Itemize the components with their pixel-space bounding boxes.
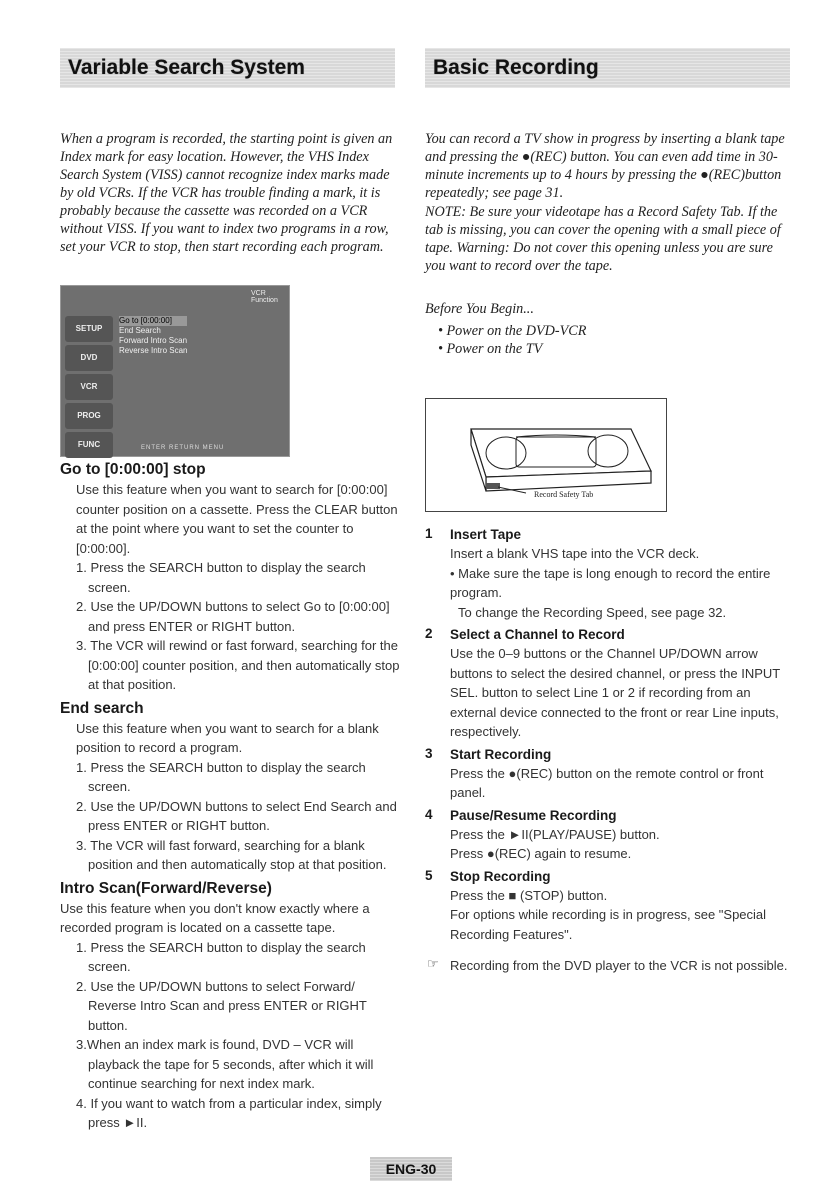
step: 2. Use the UP/DOWN buttons to select Forward/ Reverse Intro Scan and press ENTER or RIGHT button.	[76, 978, 367, 1033]
step-line: Press the ►II(PLAY/PAUSE) button.	[450, 826, 660, 842]
step-3	[425, 746, 790, 803]
basic-recording-banner	[425, 48, 790, 88]
step-number: 2	[425, 626, 433, 641]
note-label: NOTE:	[425, 204, 466, 220]
step-line: Press the ■ (STOP) button.	[450, 887, 608, 903]
section-goto-title: Go to [0:00:00] stop	[60, 461, 206, 478]
step: 1. Press the SEARCH button to display the search screen.	[76, 560, 366, 595]
step-title: Select a Channel to Record	[450, 627, 625, 642]
osd-menu-vcr: VCR	[65, 374, 113, 400]
step-4	[425, 807, 790, 864]
step: 3. The VCR will fast forward, searching for a blank position and then automatically stop at that position.	[76, 837, 387, 872]
osd-menu-dvd: DVD	[65, 345, 113, 371]
section-end-search-body: Use this feature when you want to search for a blank position to record a program.	[76, 720, 379, 755]
note-text: Be sure your videotape has a Record Safety Tab. If the tab is missing, you can cover the opening with a small piece of tape. Warning: Do not cover this opening unless you are sure you want to record over the tape.	[425, 204, 781, 274]
section-intro-scan	[60, 879, 400, 1133]
section-goto-body: Use this feature when you want to search for [0:00:00] counter position on a cassette. Press the CLEAR button at the point where you want to set the counter to [0:00:00].	[76, 482, 398, 556]
osd-item: Reverse Intro Scan	[119, 346, 188, 355]
step-line: To change the Recording Speed, see page 32.	[458, 604, 727, 620]
before-bullets	[438, 322, 758, 358]
step-line: Press the ●(REC) button on the remote control or front panel.	[450, 765, 764, 800]
step-2	[425, 626, 790, 742]
tip-note	[425, 956, 790, 976]
bullet-item: • Power on the TV	[438, 341, 543, 357]
page-number-badge: ENG-30	[370, 1157, 452, 1181]
osd-footer: ENTER RETURN MENU	[141, 445, 225, 451]
step: 2. Use the UP/DOWN buttons to select End Search and press ENTER or RIGHT button.	[76, 798, 397, 833]
hand-pointer-icon: ☞	[427, 956, 439, 971]
bullet-item: • Power on the DVD-VCR	[438, 323, 587, 339]
step-number: 1	[425, 526, 433, 541]
section-end-search	[60, 699, 400, 875]
step-number: 3	[425, 745, 433, 761]
tape-illustration-box	[425, 398, 667, 512]
osd-item: End Search	[119, 326, 161, 335]
vhs-tape-illustration	[426, 399, 664, 509]
osd-menu-setup: SETUP	[65, 316, 113, 342]
section-goto	[60, 460, 400, 695]
step-title: Insert Tape	[450, 527, 522, 542]
basic-recording-intro: You can record a TV show in progress by inserting a blank tape and pressing the ●(REC) button. You can even add time in 30-minute increments up to 4 hours by pressing the ●(REC)button repeatedly; see page 31.	[425, 131, 785, 201]
step: 1. Press the SEARCH button to display the search screen.	[76, 939, 366, 974]
osd-menu-prog: PROG	[65, 403, 113, 429]
section-end-search-title: End search	[60, 699, 144, 717]
step-title: Pause/Resume Recording	[450, 807, 617, 823]
section-intro-scan-title: Intro Scan(Forward/Reverse)	[60, 879, 272, 897]
osd-menu-func: FUNC	[65, 432, 113, 458]
section-intro-scan-body: Use this feature when you don't know exactly where a recorded program is located on a cassette tape.	[60, 900, 370, 935]
left-sections	[60, 460, 400, 1133]
step-title: Stop Recording	[450, 868, 551, 884]
step-number: 5	[425, 867, 433, 883]
osd-item-list	[119, 316, 187, 356]
recording-steps	[425, 526, 790, 976]
step-5	[425, 868, 790, 945]
osd-item: Go to [0:00:00]	[119, 316, 187, 326]
step-line: Insert a blank VHS tape into the VCR deck.	[450, 546, 700, 561]
tape-label: Record Safety Tab	[534, 490, 594, 499]
step-title: Start Recording	[450, 746, 552, 762]
step: 3.When an index mark is found, DVD – VCR will playback the tape for 5 seconds, after which it will continue searching for next index mark.	[76, 1037, 374, 1091]
step-line: Press ●(REC) again to resume.	[450, 846, 632, 861]
osd-item: Forward Intro Scan	[119, 336, 188, 345]
osd-title: VCR Function	[251, 290, 278, 304]
vcr-function-osd-screenshot	[60, 285, 290, 457]
step: 1. Press the SEARCH button to display the search screen.	[76, 759, 366, 794]
step-line: • Make sure the tape is long enough to record the entire program.	[450, 565, 771, 600]
osd-side-menu	[65, 316, 113, 461]
step: 4. If you want to watch from a particular index, simply press ►II.	[76, 1095, 382, 1130]
variable-search-title: Variable Search System	[68, 56, 305, 79]
step-line: Use the 0–9 buttons or the Channel UP/DOWN arrow buttons to select the desired channel, or press the INPUT SEL. button to select Line 1 or 2 if recording from an external device connected to the front or rear Line inputs, respectively.	[450, 646, 780, 739]
tip-text: Recording from the DVD player to the VCR is not possible.	[450, 958, 788, 973]
step: 2. Use the UP/DOWN buttons to select Go to [0:00:00] and press ENTER or RIGHT button.	[76, 599, 390, 634]
variable-search-banner	[60, 48, 395, 88]
before-you-begin: Before You Begin...	[425, 301, 534, 317]
basic-recording-note	[425, 203, 790, 275]
basic-recording-title: Basic Recording	[433, 56, 599, 79]
variable-search-intro: When a program is recorded, the starting point is given an Index mark for easy location. However, the VHS Index Search System (VISS) cannot recognize index marks made by old VCRs. If the VCR has trouble finding a mark, it is probably because the cassette was recorded on a VCR without VISS. If you want to index two programs in a row, set your VCR to stop, then start recording each program.	[60, 131, 393, 255]
step-line: For options while recording is in progress, see "Special Recording Features".	[450, 907, 767, 942]
step-1	[425, 526, 790, 622]
step: 3. The VCR will rewind or fast forward, searching for the [0:00:00] counter position, and then automatically stop at that position.	[76, 638, 400, 692]
step-number: 4	[425, 806, 433, 822]
